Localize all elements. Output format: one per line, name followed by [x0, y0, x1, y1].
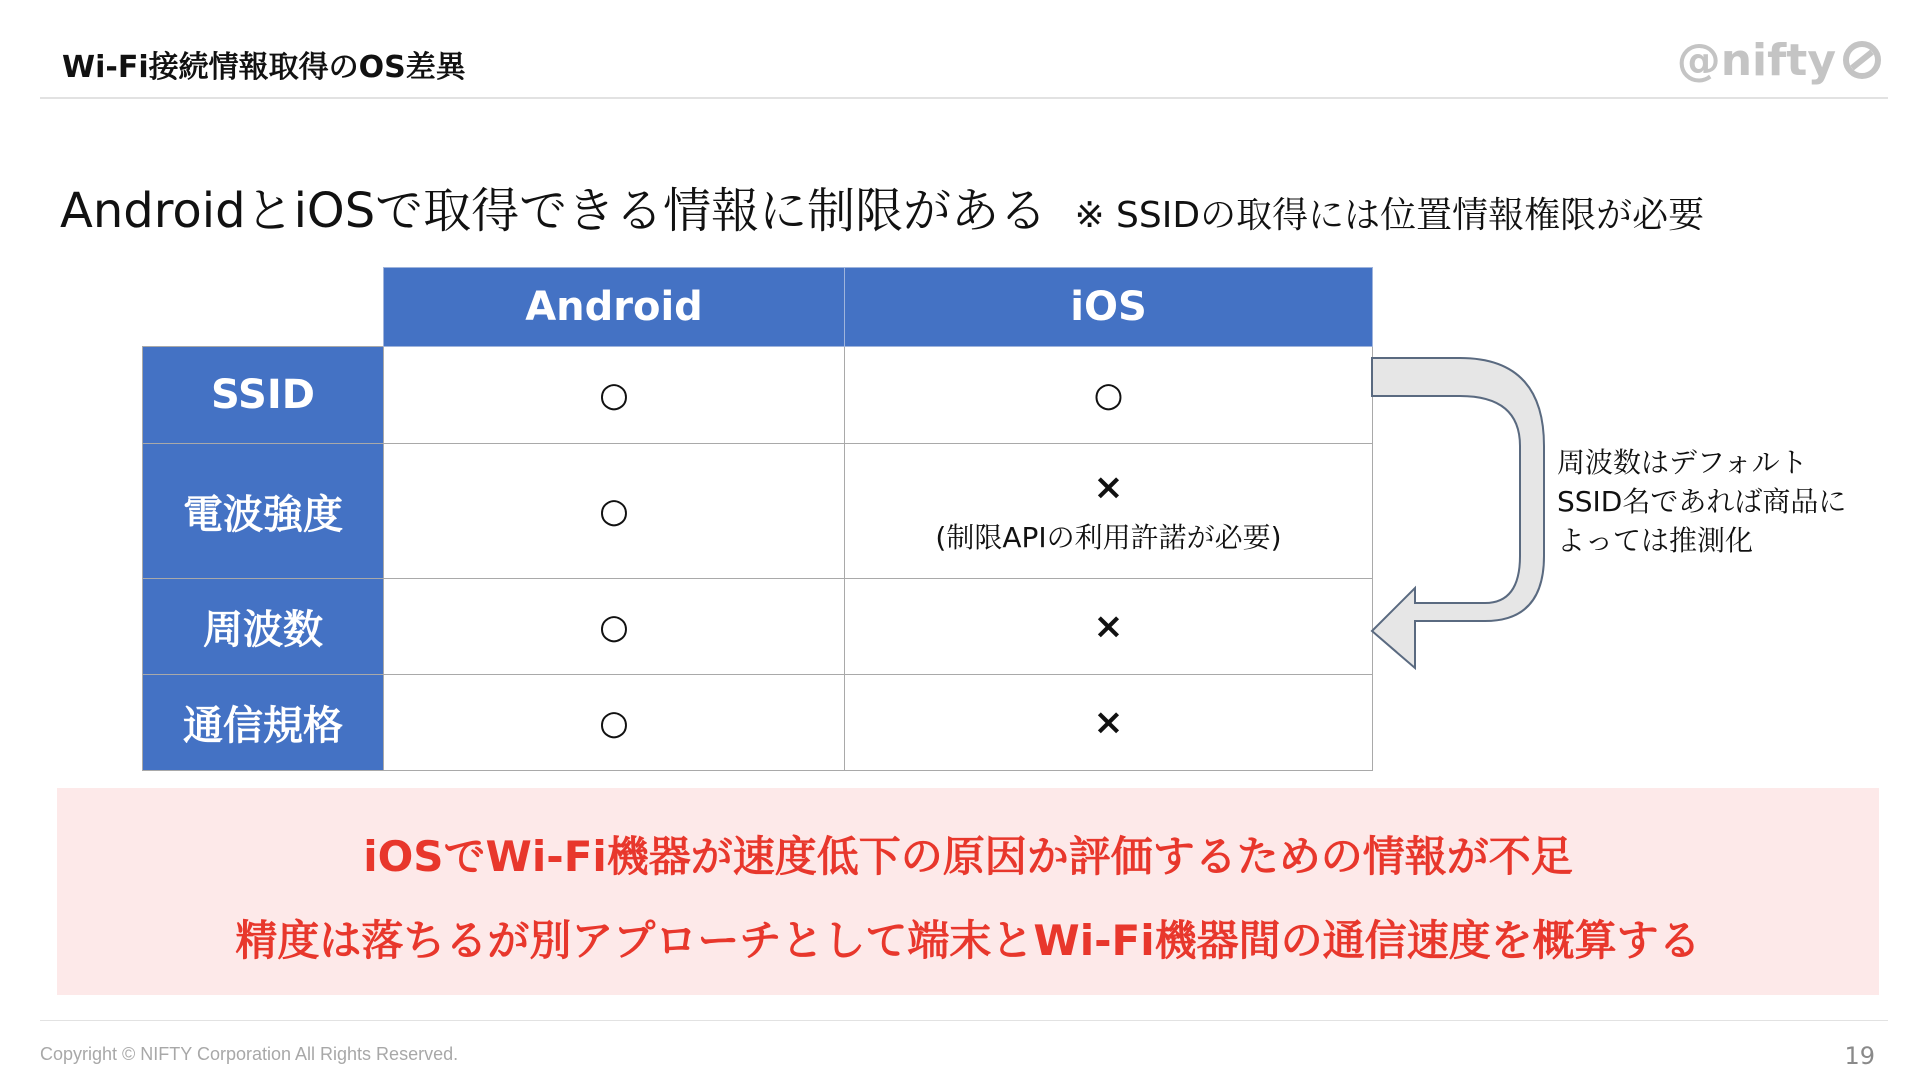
side-note-line: SSID名であれば商品に: [1557, 485, 1847, 518]
conclusion-line-2: 精度は落ちるが別アプローチとして端末とWi-Fi機器間の通信速度を概算する: [235, 916, 1701, 965]
cross-mark: ×: [1093, 466, 1124, 508]
cross-mark: ×: [1093, 702, 1124, 743]
cell-android-ssid: [384, 347, 845, 444]
circle-mark: ○: [599, 375, 629, 415]
table-row: [143, 675, 1373, 771]
side-note-line: よっては推測化: [1557, 524, 1754, 557]
circle-mark: ○: [599, 606, 629, 647]
logo-text: @nifty: [1676, 34, 1836, 86]
os-comparison-table: [142, 267, 1373, 771]
table-corner: [143, 268, 384, 347]
row-header-frequency: 周波数: [143, 579, 384, 675]
circle-mark: ○: [599, 702, 629, 743]
cross-mark: ×: [1093, 606, 1124, 647]
conclusion-line-1: iOSでWi-Fi機器が速度低下の原因か評価するための情報が不足: [363, 832, 1573, 881]
cell-android-standard: [384, 675, 845, 771]
column-header-android: Android: [384, 268, 845, 347]
table-header-row: [143, 268, 1373, 347]
copyright-text: Copyright © NIFTY Corporation All Rights Reserved.: [40, 1044, 459, 1064]
row-header-signal: 電波強度: [143, 444, 384, 579]
side-note-line: 周波数はデフォルト: [1557, 446, 1808, 479]
subtitle-main: AndroidとiOSで取得できる情報に制限がある: [60, 183, 1048, 239]
ios-signal-note: (制限APIの利用許諾が必要): [935, 520, 1282, 554]
cell-android-frequency: [384, 579, 845, 675]
circle-mark: ○: [599, 491, 629, 531]
page-number: 19: [1844, 1042, 1875, 1070]
u-turn-arrow-icon: [1370, 356, 1560, 676]
footer-divider: [40, 1020, 1888, 1021]
table-row: [143, 347, 1373, 444]
table-row: [143, 579, 1373, 675]
cell-ios-standard: [845, 675, 1373, 771]
circle-mark: ○: [1093, 375, 1124, 415]
table-row: [143, 444, 1373, 579]
subtitle: [60, 172, 1704, 241]
column-header-ios: iOS: [845, 268, 1373, 347]
cell-android-signal: [384, 444, 845, 579]
subtitle-note: ※ SSIDの取得には位置情報権限が必要: [1074, 195, 1705, 236]
conclusion-callout: [57, 788, 1879, 995]
row-header-ssid: SSID: [143, 347, 384, 444]
cell-ios-ssid: [845, 347, 1373, 444]
row-header-standard: 通信規格: [143, 675, 384, 771]
nifty-logo: [1677, 30, 1882, 90]
side-note: [1557, 443, 1846, 560]
slide-title: Wi-Fi接続情報取得のOS差異: [62, 50, 466, 85]
header-divider: [40, 97, 1888, 99]
cell-ios-frequency: [845, 579, 1373, 675]
nifty-swirl-icon: [1842, 40, 1882, 80]
cell-ios-signal: [845, 444, 1373, 579]
